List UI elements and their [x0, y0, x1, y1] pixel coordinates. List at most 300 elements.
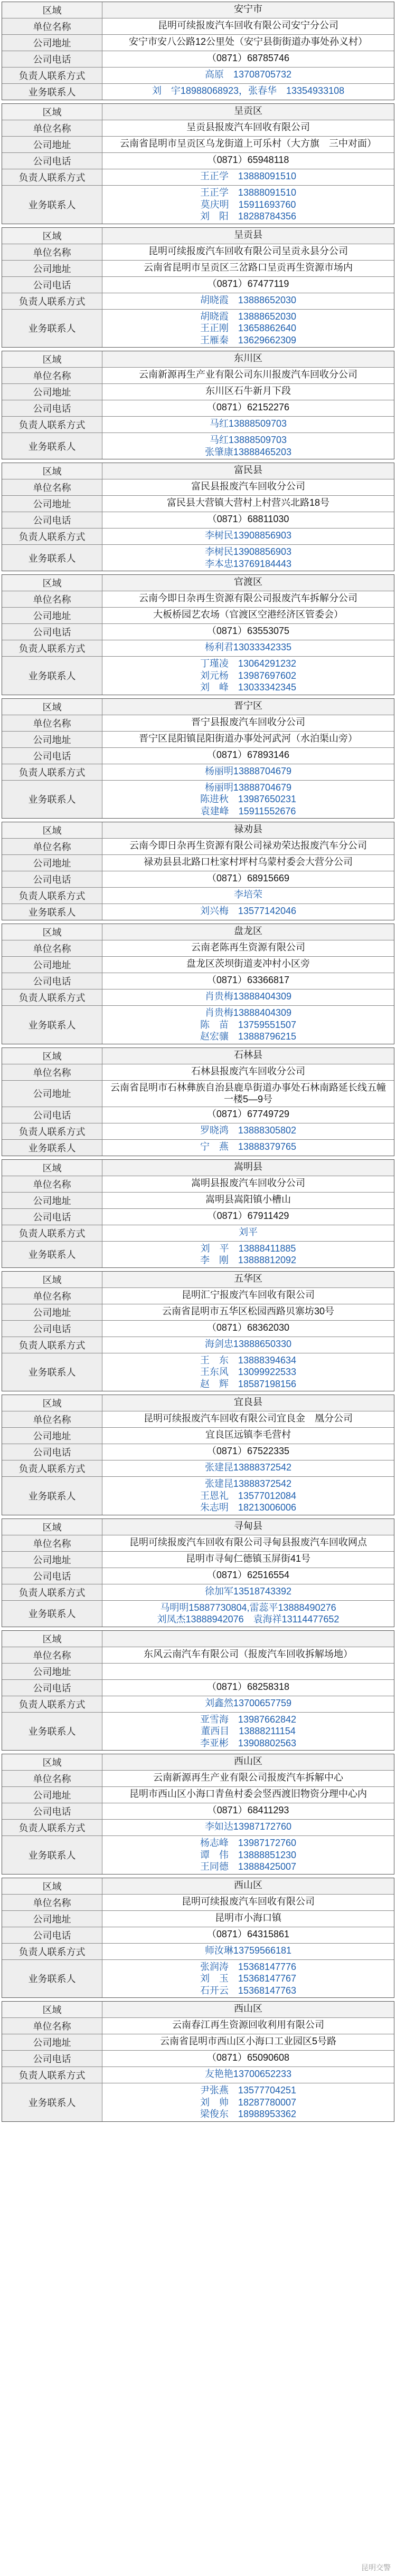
- row-label: 公司地址: [2, 957, 102, 973]
- manager-value: 肖贵梅13888404309: [204, 991, 292, 1002]
- row-label: 区域: [2, 1048, 102, 1064]
- area-value: [102, 1631, 394, 1647]
- contact-line: 陈进秋 13987650231: [200, 794, 297, 804]
- row-label: 单位名称: [2, 591, 102, 607]
- contact-line: 王恩礼 13577012084: [200, 1490, 297, 1501]
- row-label: 负责人联系方式: [2, 417, 102, 432]
- row-label: 业务联系人: [2, 1713, 102, 1751]
- contacts-list: [102, 186, 394, 224]
- row-address: [2, 854, 394, 871]
- row-label: 公司地址: [2, 1552, 102, 1568]
- row-label: 业务联系人: [2, 1836, 102, 1874]
- company-value: 昆明可续报废汽车回收有限公司: [182, 1896, 315, 1907]
- row-label: 单位名称: [2, 1771, 102, 1786]
- area-value: 寻甸县: [102, 1519, 394, 1535]
- row-label: 负责人联系方式: [2, 528, 102, 544]
- contact-line: 胡晓霞 13888652030: [200, 311, 297, 322]
- contact-line: 刘 阳 18288784356: [200, 211, 297, 222]
- manager-value: 张建昆13888372542: [204, 1462, 292, 1473]
- row-label: 公司电话: [2, 51, 102, 67]
- row-label: 业务联系人: [2, 1242, 102, 1267]
- address-value: 云南省昆明市石林彝族自治县鹿阜街道办事处石林南路延长线五幢一楼5—9号: [110, 1082, 386, 1104]
- row-company: [2, 1287, 394, 1304]
- row-label: 负责人联系方式: [2, 1584, 102, 1600]
- row-company: [2, 1647, 394, 1663]
- row-label: 业务联系人: [2, 1140, 102, 1156]
- contacts-list: [102, 1836, 394, 1874]
- row-manager: [2, 67, 394, 83]
- row-label: 公司地址: [2, 496, 102, 512]
- row-label: 公司地址: [2, 1193, 102, 1208]
- row-label: 公司电话: [2, 871, 102, 887]
- row-label: 负责人联系方式: [2, 888, 102, 903]
- contact-line: 董西目 13888211154: [201, 1726, 296, 1736]
- row-company: [2, 244, 394, 260]
- phone-value: （0871）62516554: [206, 1569, 290, 1580]
- area-value: 富民县: [102, 463, 394, 479]
- row-label: 区域: [2, 351, 102, 367]
- manager-value: 李如达13987172760: [204, 1821, 292, 1832]
- row-contacts: [2, 185, 394, 224]
- row-label: 业务联系人: [2, 657, 102, 695]
- row-company: [2, 940, 394, 956]
- row-area: [2, 1048, 394, 1064]
- manager-value: 徐加军13518743392: [204, 1585, 292, 1597]
- contact-line: 肖贵梅13888404309: [204, 1007, 292, 1018]
- row-label: 公司电话: [2, 400, 102, 416]
- row-address: [2, 495, 394, 512]
- region-section: [2, 2, 394, 100]
- area-value: 嵩明县: [102, 1160, 394, 1176]
- contact-line: 莫庆明 15911693760: [200, 199, 296, 210]
- row-label: 公司地址: [2, 1428, 102, 1444]
- row-label: 区域: [2, 699, 102, 715]
- row-label: 区域: [2, 463, 102, 479]
- company-value: 昆明可续报废汽车回收有限公司寻甸县报废汽车回收网点: [129, 1536, 367, 1547]
- row-phone: [2, 51, 394, 67]
- area-value: 呈贡县: [102, 228, 394, 244]
- row-label: 单位名称: [2, 244, 102, 260]
- row-label: 区域: [2, 1519, 102, 1535]
- row-label: 单位名称: [2, 368, 102, 383]
- row-label: 业务联系人: [2, 1006, 102, 1044]
- row-label: 业务联系人: [2, 545, 102, 571]
- region-section: [2, 1630, 394, 1751]
- area-value: 东川区: [102, 351, 394, 367]
- contact-line: 王 东 13888394634: [200, 1354, 297, 1366]
- address-value: 昆明市西山区小海口青鱼村委会竖西渡旧物资分理中心内: [129, 1789, 367, 1799]
- row-label: 公司地址: [2, 1787, 102, 1803]
- phone-value: （0871）67911429: [207, 1210, 289, 1221]
- contact-line: 谭 伟 13888851230: [200, 1849, 297, 1860]
- row-manager: [2, 764, 394, 780]
- company-value: 富民县报废汽车回收分公司: [191, 481, 305, 492]
- phone-value: （0871）68362030: [206, 1322, 290, 1333]
- address-value: 云南省昆明市呈贡区三岔路口呈贡再生资源市场内: [144, 262, 353, 273]
- row-label: 单位名称: [2, 1535, 102, 1551]
- row-company: [2, 1176, 394, 1192]
- contact-line: 王雁秦 13629662309: [200, 334, 297, 345]
- row-phone: [2, 400, 394, 416]
- contact-line: 赵宏骧 13888796215: [200, 1031, 297, 1042]
- contact-line: 李本忠13769184443: [204, 558, 292, 569]
- row-contacts: [2, 1241, 394, 1267]
- row-label: 单位名称: [2, 18, 102, 34]
- address-value: 云南省昆明市呈贡区乌龙街道上可乐村（大方旗 三中对面）: [120, 138, 376, 149]
- row-label: 业务联系人: [2, 1601, 102, 1627]
- contact-line: 王东风 13099922533: [200, 1367, 297, 1377]
- row-area: [2, 351, 394, 367]
- row-address: [2, 1551, 394, 1568]
- row-manager: [2, 528, 394, 544]
- row-label: 单位名称: [2, 479, 102, 495]
- row-phone: [2, 1208, 394, 1225]
- row-manager: [2, 1460, 394, 1476]
- manager-value: 杨利君13033342335: [204, 642, 292, 652]
- row-label: 公司电话: [2, 1680, 102, 1696]
- contact-line: 刘凤杰13888942076 袁海祥13114477652: [157, 1614, 340, 1625]
- area-value: 禄劝县: [102, 822, 394, 838]
- phone-value: （0871）65948118: [207, 155, 289, 165]
- row-label: 负责人联系方式: [2, 1337, 102, 1353]
- row-label: 区域: [2, 924, 102, 940]
- row-phone: [2, 871, 394, 887]
- manager-value: 李培荣: [234, 889, 262, 900]
- row-area: [2, 1754, 394, 1770]
- contact-line: 刘 平 13888411885: [200, 1243, 296, 1254]
- phone-value: （0871）65090608: [206, 2052, 290, 2063]
- phone-value: （0871）62152276: [206, 402, 290, 412]
- row-manager: [2, 416, 394, 432]
- contact-line: 马明明15887730804,雷蕊平13888490276: [160, 1602, 336, 1613]
- row-label: 区域: [2, 1878, 102, 1894]
- row-label: 公司电话: [2, 624, 102, 640]
- row-label: 公司电话: [2, 277, 102, 293]
- manager-value: 胡晓霞 13888652030: [200, 294, 297, 305]
- contact-line: 刘 宇18988068923，张春华 13354933108: [152, 85, 345, 96]
- row-contacts: [2, 1959, 394, 1998]
- row-label: 公司地址: [2, 1081, 102, 1107]
- row-contacts: [2, 309, 394, 348]
- row-label: 公司地址: [2, 384, 102, 400]
- row-label: 单位名称: [2, 120, 102, 136]
- company-value: 晋宁县报废汽车回收分公司: [191, 716, 305, 727]
- row-label: 公司地址: [2, 1304, 102, 1320]
- row-phone: [2, 747, 394, 764]
- row-label: 公司电话: [2, 1927, 102, 1943]
- row-company: [2, 591, 394, 607]
- contact-line: 张肇康13888465203: [204, 446, 292, 457]
- row-manager: [2, 640, 394, 656]
- row-label: 区域: [2, 1395, 102, 1411]
- contact-line: 陈 苗 13759551507: [200, 1019, 297, 1030]
- company-value: 云南新源再生产业有限公司报废汽车拆解中心: [153, 1772, 343, 1783]
- region-section: [2, 103, 394, 224]
- row-label: 单位名称: [2, 2018, 102, 2034]
- contacts-list: [102, 1477, 394, 1515]
- row-area: [2, 463, 394, 479]
- address-value: 安宁市安八公路12公里处（安宁县街街道办事处孙义村）: [128, 36, 368, 47]
- manager-value: 刘鑫然13700657759: [204, 1697, 292, 1708]
- row-manager: [2, 1819, 394, 1835]
- row-company: [2, 479, 394, 495]
- contact-line: 尹张燕 13577704251: [200, 2085, 297, 2096]
- area-value: 盘龙区: [102, 924, 394, 940]
- phone-value: （0871）68258318: [206, 1681, 290, 1692]
- row-address: [2, 1080, 394, 1107]
- row-label: 公司电话: [2, 1321, 102, 1337]
- manager-value: 李树民13908856903: [204, 530, 292, 541]
- row-label: 负责人联系方式: [2, 1944, 102, 1959]
- region-section: [2, 698, 394, 819]
- row-label: 公司电话: [2, 973, 102, 989]
- row-contacts: [2, 432, 394, 459]
- row-label: 公司电话: [2, 1107, 102, 1123]
- contact-line: 石开云 15368147763: [200, 1985, 297, 1996]
- row-contacts: [2, 83, 394, 100]
- address-value: 云南省昆明市西山区小海口工业园区5号路: [159, 2036, 336, 2046]
- contact-line: 刘元杨 13987697602: [200, 670, 297, 681]
- row-area: [2, 575, 394, 591]
- row-company: [2, 18, 394, 34]
- row-label: 公司电话: [2, 2051, 102, 2066]
- contacts-list: [102, 1242, 394, 1267]
- row-address: [2, 731, 394, 747]
- row-area: [2, 924, 394, 940]
- contact-line: 赵 辉 18587198156: [200, 1378, 297, 1389]
- area-value: 安宁市: [102, 2, 394, 18]
- row-label: 负责人联系方式: [2, 169, 102, 185]
- row-address: [2, 607, 394, 623]
- row-label: 业务联系人: [2, 904, 102, 920]
- row-company: [2, 1064, 394, 1080]
- row-area: [2, 1395, 394, 1411]
- row-company: [2, 1411, 394, 1427]
- row-label: 负责人联系方式: [2, 764, 102, 780]
- phone-value: （0871）63366817: [206, 975, 290, 985]
- region-section: [2, 227, 394, 348]
- contacts-list: [102, 904, 394, 920]
- row-phone: [2, 152, 394, 169]
- area-value: 西山区: [102, 2002, 394, 2017]
- contact-line: 李 刚 13888812092: [200, 1255, 297, 1265]
- row-address: [2, 2034, 394, 2050]
- row-contacts: [2, 780, 394, 819]
- company-value: 云南今即日杂再生资源有限公司报废汽车拆解分公司: [139, 593, 357, 603]
- address-value: 富民县大营镇大营村上村营兴北路18号: [166, 497, 330, 508]
- region-section: [2, 1047, 394, 1156]
- contacts-list: [102, 657, 394, 695]
- row-label: 业务联系人: [2, 1477, 102, 1515]
- row-label: 公司地址: [2, 732, 102, 747]
- row-phone: [2, 623, 394, 640]
- row-label: 单位名称: [2, 839, 102, 854]
- row-label: 负责人联系方式: [2, 640, 102, 656]
- row-label: 单位名称: [2, 1288, 102, 1304]
- row-address: [2, 1786, 394, 1803]
- manager-value: 杨丽明13888704679: [204, 765, 292, 776]
- row-label: 负责人联系方式: [2, 989, 102, 1005]
- area-value: 晋宁区: [102, 699, 394, 715]
- row-area: [2, 822, 394, 838]
- manager-value: 师汝琳13759566181: [204, 1945, 292, 1956]
- address-value: 盘龙区茨坝街道麦冲村小区旁: [186, 958, 310, 969]
- area-value: 五华区: [102, 1272, 394, 1287]
- row-area: [2, 1519, 394, 1535]
- address-value: 昆明市寻甸仁德镇玉屏街41号: [185, 1553, 311, 1564]
- address-value: 嵩明县嵩阳镇小槽山: [205, 1194, 291, 1205]
- contacts-list: [102, 1713, 394, 1751]
- row-address: [2, 1304, 394, 1320]
- contact-line: 王同德 13888425007: [200, 1861, 297, 1872]
- contact-line: 丁瑾凌 13064291232: [200, 658, 297, 669]
- company-value: 云南新源再生产业有限公司东川报废汽车回收分公司: [139, 369, 357, 380]
- row-manager: [2, 1123, 394, 1139]
- row-manager: [2, 1584, 394, 1600]
- contacts-list: [102, 310, 394, 348]
- contact-line: 袁建峰 15911552676: [200, 805, 296, 816]
- row-address: [2, 1663, 394, 1679]
- contacts-list: [102, 1006, 394, 1044]
- region-section: [2, 574, 394, 695]
- row-label: 公司地址: [2, 2034, 102, 2050]
- phone-value: （0871）68785746: [206, 53, 290, 63]
- row-manager: [2, 989, 394, 1005]
- row-label: 公司地址: [2, 261, 102, 276]
- contacts-list: [102, 1353, 394, 1391]
- row-contacts: [2, 2083, 394, 2121]
- row-label: 公司电话: [2, 1568, 102, 1584]
- row-label: 负责人联系方式: [2, 1123, 102, 1139]
- row-label: 单位名称: [2, 1176, 102, 1192]
- area-value: 西山区: [102, 1878, 394, 1894]
- phone-value: （0871）68915669: [206, 873, 290, 883]
- region-section: [2, 351, 394, 459]
- manager-value: 海剑忠13888650330: [204, 1338, 292, 1349]
- company-value: 云南老陈再生资源有限公司: [191, 942, 305, 953]
- region-section: [2, 1518, 394, 1627]
- region-section: [2, 1878, 394, 1998]
- row-label: 区域: [2, 1160, 102, 1176]
- row-address: [2, 1192, 394, 1208]
- region-section: [2, 1271, 394, 1392]
- row-label: 单位名称: [2, 715, 102, 731]
- row-contacts: [2, 1712, 394, 1751]
- row-company: [2, 1894, 394, 1910]
- area-value: 石林县: [102, 1048, 394, 1064]
- address-value: 云南省昆明市五华区松园西路贝寨坊30号: [162, 1305, 335, 1316]
- row-label: 负责人联系方式: [2, 293, 102, 309]
- region-section: [2, 1754, 394, 1875]
- row-label: 区域: [2, 1272, 102, 1287]
- contact-line: 李亚彬 13908802563: [200, 1737, 297, 1748]
- manager-value: 刘平: [239, 1226, 258, 1237]
- row-manager: [2, 1225, 394, 1241]
- row-label: 公司电话: [2, 512, 102, 528]
- manager-value: 马红13888509703: [209, 418, 287, 429]
- area-value: 呈贡区: [102, 104, 394, 120]
- row-label: 区域: [2, 2002, 102, 2017]
- row-company: [2, 120, 394, 136]
- address-value: 宜良匡远镇李毛营村: [205, 1429, 291, 1440]
- contact-line: 马红13888509703: [209, 435, 287, 445]
- row-label: 公司电话: [2, 748, 102, 764]
- contacts-list: [102, 1960, 394, 1998]
- contact-line: 朱志明 18213006006: [200, 1502, 297, 1513]
- contact-line: 杨志峰 13987172760: [200, 1838, 297, 1848]
- row-label: 公司地址: [2, 855, 102, 871]
- row-manager: [2, 1696, 394, 1712]
- company-value: 昆明可续报废汽车回收有限公司安宁分公司: [158, 20, 338, 31]
- row-contacts: [2, 656, 394, 695]
- contacts-list: [102, 2083, 394, 2121]
- row-label: 公司电话: [2, 1803, 102, 1819]
- phone-value: （0871）63553075: [206, 626, 290, 636]
- row-label: 负责人联系方式: [2, 1696, 102, 1712]
- row-phone: [2, 1568, 394, 1584]
- row-label: 单位名称: [2, 1895, 102, 1910]
- phone-value: （0871）67522335: [206, 1446, 290, 1456]
- contact-line: 刘兴梅 13577142046: [200, 906, 297, 916]
- row-phone: [2, 1444, 394, 1460]
- contact-line: 宁 燕 13888379765: [200, 1141, 297, 1152]
- row-label: 业务联系人: [2, 781, 102, 819]
- row-label: 负责人联系方式: [2, 1820, 102, 1835]
- contact-line: 王正学 13888091510: [200, 187, 297, 198]
- row-manager: [2, 887, 394, 903]
- manager-value: 友艳艳13700652233: [204, 2069, 292, 2079]
- row-label: 公司地址: [2, 35, 102, 51]
- row-area: [2, 1160, 394, 1176]
- contact-line: 李树民13908856903: [204, 546, 292, 557]
- row-contacts: [2, 1005, 394, 1044]
- row-phone: [2, 1927, 394, 1943]
- contacts-list: [102, 433, 394, 459]
- watermark-text: 昆明交警: [361, 2563, 391, 2572]
- row-label: 单位名称: [2, 1411, 102, 1427]
- contact-line: 梁俊东 18988953362: [200, 2109, 297, 2119]
- phone-value: （0871）64315861: [206, 1928, 290, 1939]
- row-company: [2, 715, 394, 731]
- row-label: 负责人联系方式: [2, 68, 102, 83]
- row-manager: [2, 1943, 394, 1959]
- row-label: 业务联系人: [2, 186, 102, 224]
- row-phone: [2, 512, 394, 528]
- row-label: 业务联系人: [2, 1353, 102, 1391]
- contact-line: 刘 玉 15368147767: [200, 1973, 297, 1984]
- contact-line: 亚雪海 13987662842: [200, 1714, 297, 1725]
- contact-line: 张润涛 15368147776: [200, 1961, 297, 1972]
- phone-value: （0871）68811030: [207, 514, 289, 524]
- row-company: [2, 1770, 394, 1786]
- region-section: [2, 1159, 394, 1268]
- contact-line: 刘 帅 18287780007: [200, 2097, 297, 2108]
- row-address: [2, 136, 394, 152]
- company-value: 云南今即日杂再生资源有限公司禄劝荣达报废汽车分公司: [129, 840, 367, 851]
- row-address: [2, 260, 394, 276]
- manager-value: 罗晓鸿 13888305802: [200, 1124, 297, 1136]
- contacts-list: [102, 1140, 394, 1156]
- contacts-list: [102, 781, 394, 819]
- row-contacts: [2, 1353, 394, 1391]
- row-address: [2, 956, 394, 973]
- row-label: 业务联系人: [2, 2083, 102, 2121]
- phone-value: （0871）67477119: [207, 278, 289, 289]
- row-area: [2, 228, 394, 244]
- row-label: 负责人联系方式: [2, 1460, 102, 1476]
- row-manager: [2, 293, 394, 309]
- row-company: [2, 367, 394, 383]
